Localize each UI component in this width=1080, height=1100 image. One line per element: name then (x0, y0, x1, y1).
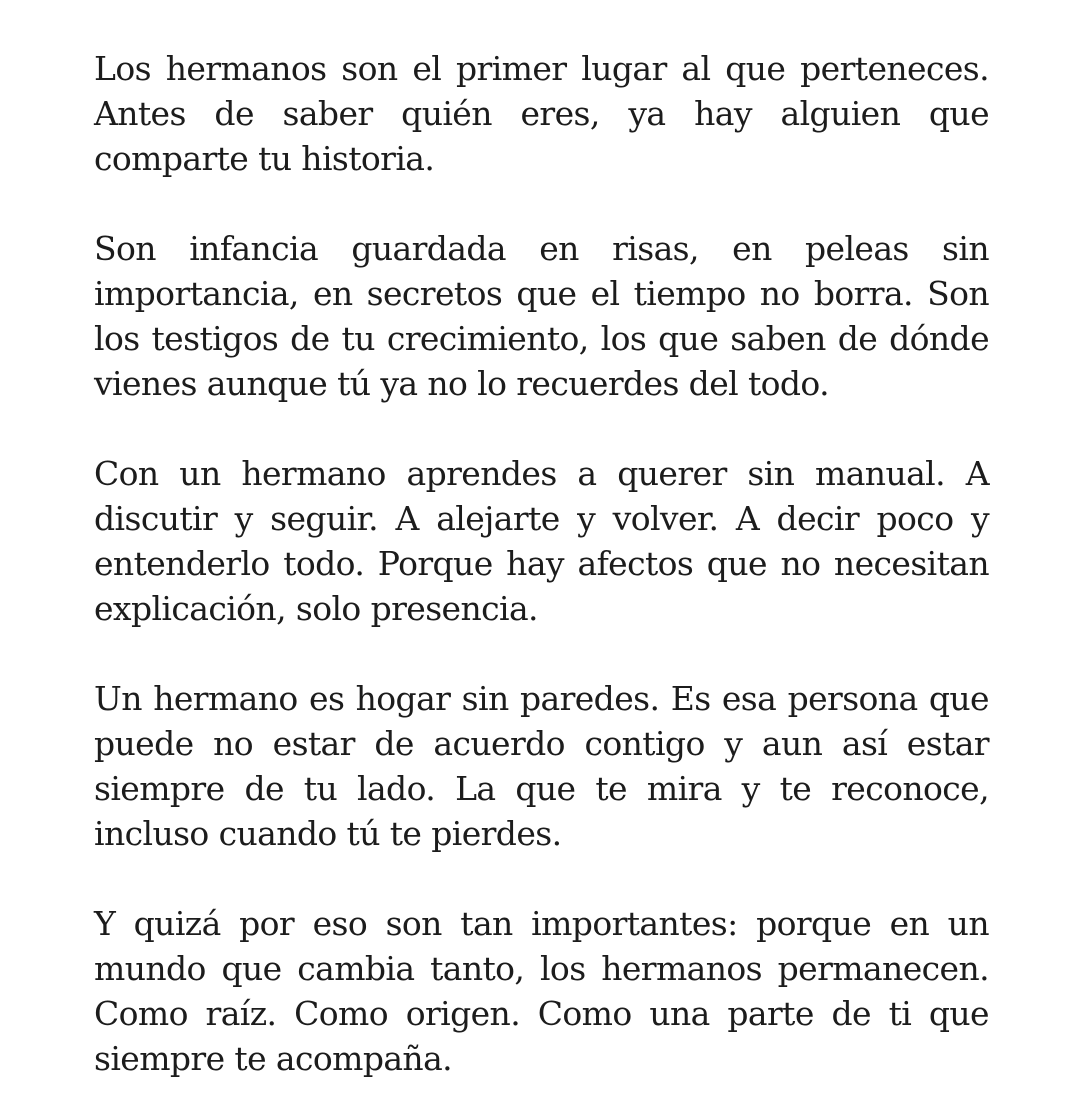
document-body (94, 46, 989, 1081)
paragraph-1: Los hermanos son el primer lugar al que perteneces. Antes de saber quién eres, ya hay alguien que comparte tu historia. (94, 49, 989, 178)
paragraph-2: Son infancia guardada en risas, en peleas sin importancia, en secretos que el tiempo no borra. Son los testigos de tu crecimiento, los que saben de dónde vienes aunque tú ya no lo recuerdes del todo. (94, 229, 989, 403)
paragraph-4: Un hermano es hogar sin paredes. Es esa persona que puede no estar de acuerdo contigo y aun así estar siempre de tu lado. La que te mira y te reconoce, incluso cuando tú te pierdes. (94, 679, 989, 853)
paragraph-3: Con un hermano aprendes a querer sin manual. A discutir y seguir. A alejarte y volver. A decir poco y entenderlo todo. Porque hay afectos que no necesitan explicación, solo presencia. (94, 454, 989, 628)
paragraph-5: Y quizá por eso son tan importantes: porque en un mundo que cambia tanto, los hermanos permanecen. Como raíz. Como origen. Como una parte de ti que siempre te acompaña. (94, 904, 989, 1078)
